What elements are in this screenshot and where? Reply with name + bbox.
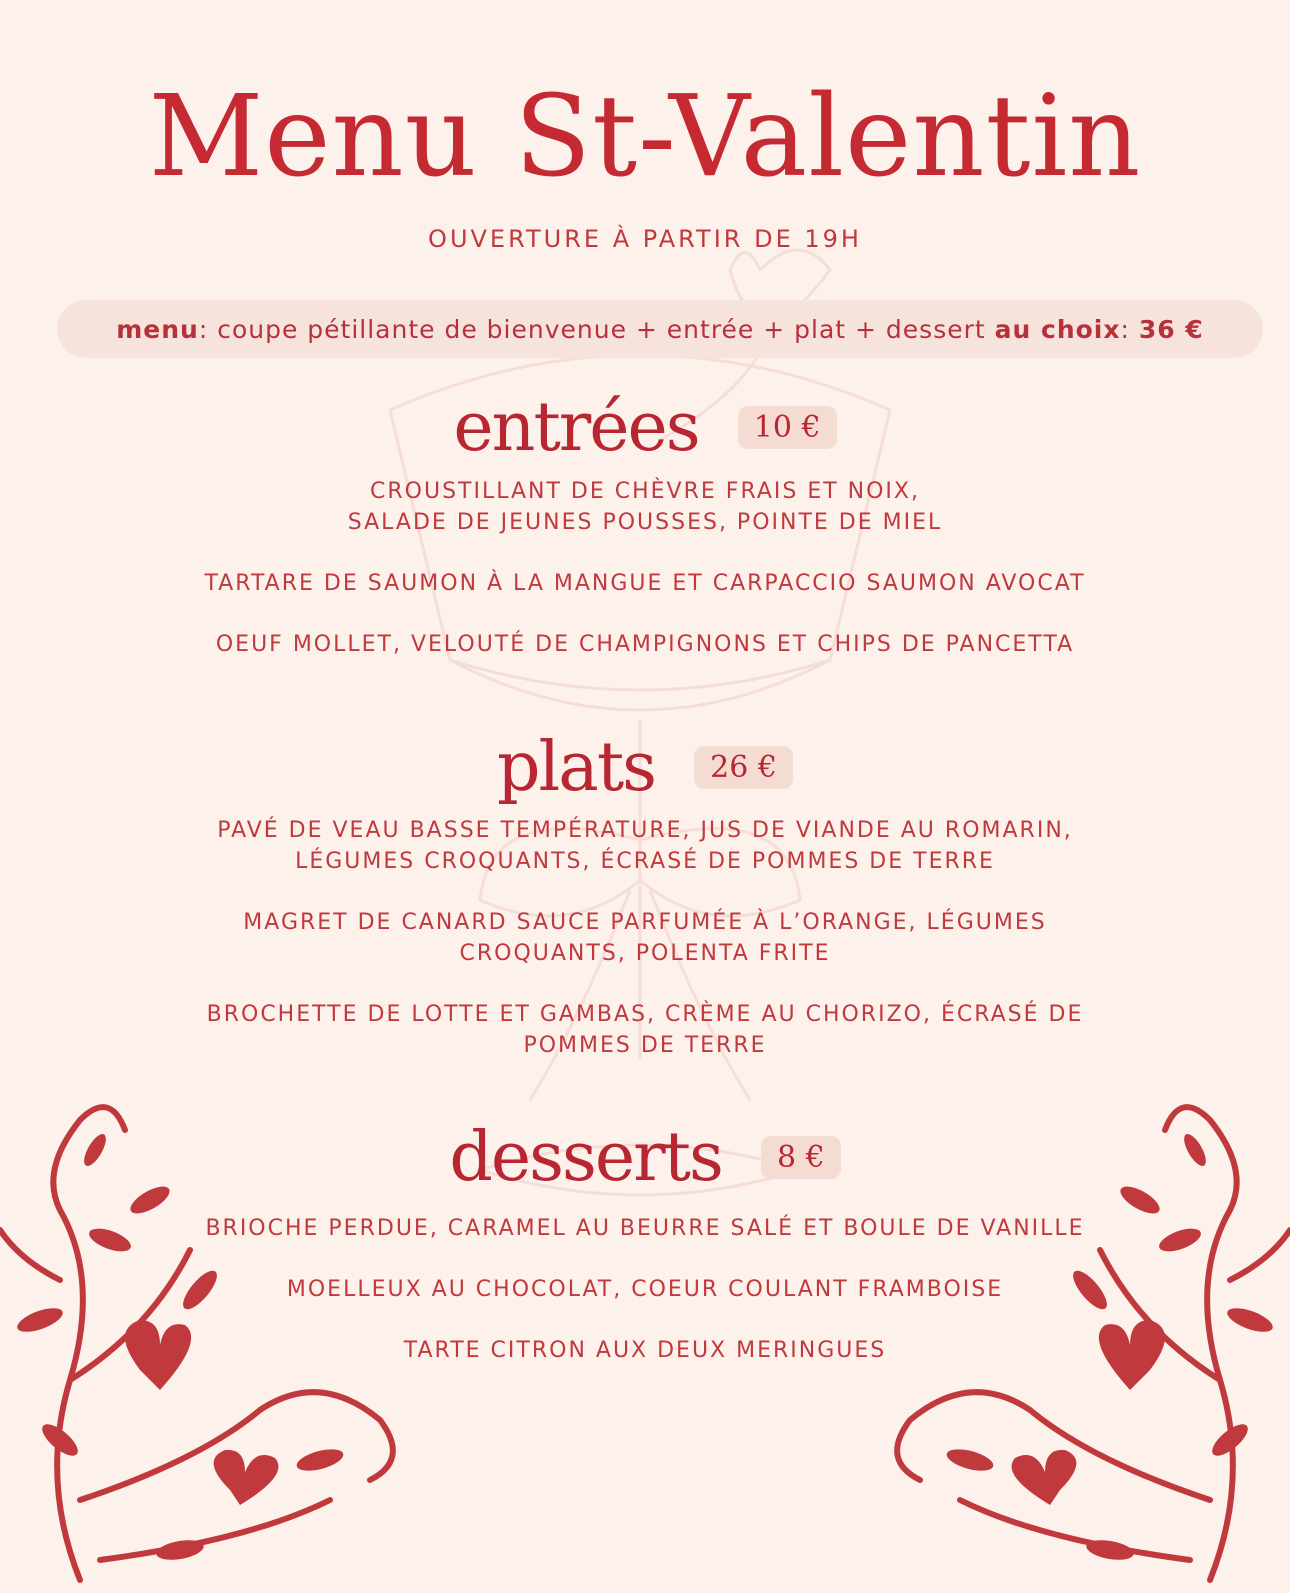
floral-heart-flourish-right-icon bbox=[870, 1080, 1290, 1593]
menu-item: MOELLEUX AU CHOCOLAT, COEUR COULANT FRAMBOISE bbox=[286, 1277, 1004, 1302]
banner-description: : coupe pétillante de bienvenue + entrée + plat + dessert bbox=[198, 314, 995, 344]
plats-list bbox=[120, 815, 1170, 1091]
menu-title: Menu St-Valentin bbox=[148, 72, 1142, 202]
menu-item: TARTARE DE SAUMON À LA MANGUE ET CARPACCIO SAUMON AVOCAT bbox=[204, 571, 1086, 596]
banner-price: 36 € bbox=[1138, 314, 1204, 344]
banner-menu-label: menu bbox=[116, 314, 199, 344]
entrees-list bbox=[120, 476, 1170, 690]
floral-heart-flourish-left-icon bbox=[0, 1080, 420, 1593]
menu-item: CROUSTILLANT DE CHÈVRE FRAIS ET NOIX, SALADE DE JEUNES POUSSES, POINTE DE MIEL bbox=[347, 479, 943, 535]
menu-item: MAGRET DE CANARD SAUCE PARFUMÉE À L’ORANGE, LÉGUMES CROQUANTS, POLENTA FRITE bbox=[243, 910, 1047, 966]
menu-item: PAVÉ DE VEAU BASSE TEMPÉRATURE, JUS DE VIANDE AU ROMARIN, LÉGUMES CROQUANTS, ÉCRASÉ DE POMMES DE TERRE bbox=[217, 818, 1073, 874]
menu-item: BROCHETTE DE LOTTE ET GAMBAS, CRÈME AU CHORIZO, ÉCRASÉ DE POMMES DE TERRE bbox=[206, 1002, 1084, 1058]
section-title: desserts bbox=[449, 1118, 722, 1197]
banner-separator: : bbox=[1120, 314, 1139, 344]
menu-item: OEUF MOLLET, VELOUTÉ DE CHAMPIGNONS ET CHIPS DE PANCETTA bbox=[215, 632, 1075, 657]
section-price-badge: 26 € bbox=[694, 746, 793, 789]
menu-item: TARTE CITRON AUX DEUX MERINGUES bbox=[403, 1338, 887, 1363]
menu-formula-banner bbox=[57, 300, 1263, 358]
section-title: entrées bbox=[453, 388, 699, 467]
section-header-plats bbox=[0, 728, 1290, 807]
banner-choice-label: au choix bbox=[994, 314, 1121, 344]
section-price-badge: 8 € bbox=[761, 1136, 841, 1179]
section-header-entrees bbox=[0, 388, 1290, 467]
menu-item: BRIOCHE PERDUE, CARAMEL AU BEURRE SALÉ ET BOULE DE VANILLE bbox=[205, 1216, 1085, 1241]
opening-time: OUVERTURE À PARTIR DE 19H bbox=[428, 225, 862, 253]
section-price-badge: 10 € bbox=[738, 406, 837, 449]
section-title: plats bbox=[497, 728, 656, 807]
